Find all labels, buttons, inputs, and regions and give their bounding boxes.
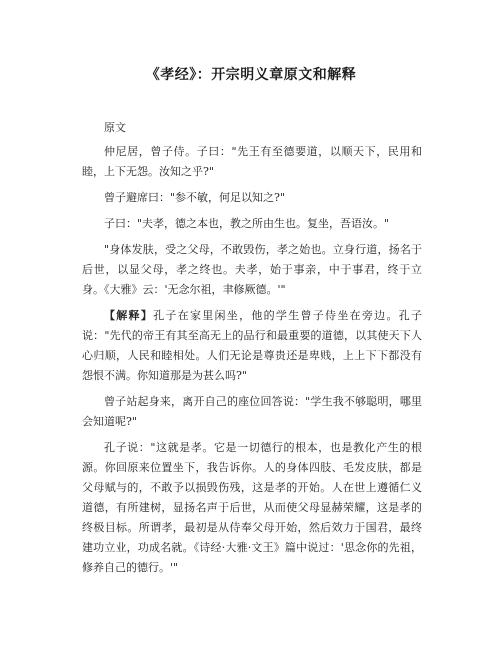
explanation-label: 【解释】 (104, 309, 154, 322)
explanation-paragraph-3: 孔子说："这就是孝。它是一切德行的根本，也是教化产生的根源。你回原来位置坐下，我告诉你。人的身体四肢、毛发皮肤，都是父母赋与的，不敢予以损毁伤残，这是孝的开始。人在世上遵循仁义道德，有所建树，显扬名声于后世，从而使父母显赫荣耀，这是孝的终极目标。所谓孝，最初是从侍奉父母开始，然后效力于国君，最终建功立业，功成名就。《诗经·大雅·文王》篇中说过：'思念你的先祖，修养自己的德行。'" (82, 441, 422, 574)
document-body (82, 118, 422, 584)
original-paragraph-1: 仲尼居，曾子侍。子曰："先王有至德要道，以顺天下，民用和睦，上下无怨。汝知之乎?" (82, 145, 422, 178)
original-paragraph-3: 子曰："夫孝，德之本也，教之所由生也。复坐，吾语汝。" (104, 217, 390, 230)
explanation-paragraph-2: 曾子站起身来，离开自己的座位回答说："学生我不够聪明，哪里会知道呢?" (82, 395, 422, 428)
page-title: 《孝经》：开宗明义章原文和解释 (145, 67, 357, 83)
explanation-paragraph-1 (82, 306, 422, 386)
section-heading: 原文 (104, 121, 126, 134)
original-paragraph-2: 曾子避席曰："参不敏，何足以知之?" (104, 191, 286, 204)
explanation-text-1: 孔子在家里闲坐，他的学生曾子侍坐在旁边。孔子说："先代的帝王有其至高无上的品行和最重要的道德，以其使天下人心归顺，人民和睦相处。人们无论是尊贵还是卑贱，上上下下都没有怨恨不满。你知道那是为甚么吗?" (82, 309, 423, 382)
original-paragraph-4: "身体发肤，受之父母，不敢毁伤，孝之始也。立身行道，扬名于后世，以显父母，孝之终也。夫孝，始于事亲，中于事君，终于立身。《大雅》云：'无念尔祖，聿修厥德。'" (82, 243, 422, 296)
